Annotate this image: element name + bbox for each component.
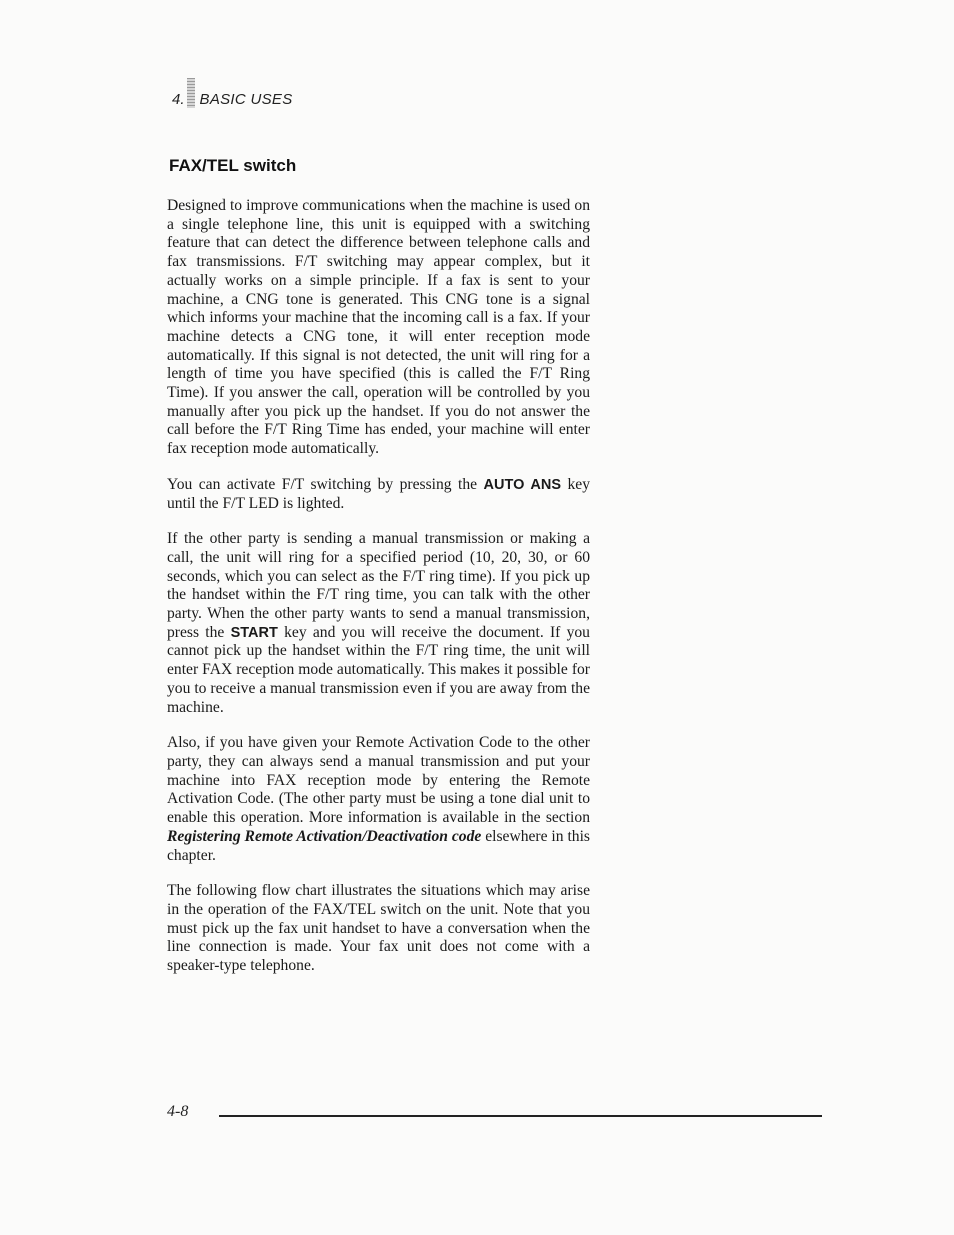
paragraph-ft-switching-intro: Designed to improve communications when the machine is used on a single telephone line, this unit is equipped with a switching feature that can detect the difference between telephone calls and fax transmissions. F/T switching may appear complex, but it actually works on a simple principle. If a fax is sent to your machine, a CNG tone is generated. This CNG tone is a signal which informs your machine that the incoming call is a fax. If your machine detects a CNG tone, it will enter reception mode automatically. If this signal is not detected, the unit will ring for a length of time you have specified (this is called the F/T Ring Time). If you answer the call, operation will be controlled by you manually after you pick up the handset. If you do not answer the call before the F/T Ring Time has ended, your machine will enter fax reception mode automatically. [167,197,590,458]
text-span: key and you will receive the document. If you cannot pick up the handset within the F/T ring time, the unit will enter FAX reception mode automatically. This makes it possible for you to receive a manual transmission even if you are away from the machine. [167,623,590,716]
auto-ans-key-label: AUTO ANS [483,476,562,493]
start-key-label: START [230,624,278,641]
paragraph-remote-activation [167,734,590,865]
footer-rule [219,1115,822,1117]
text-span: If the other party is sending a manual transmission or making a call, the unit will ring for a specified period (10, 20, 30, or 60 seconds, which you can select as the F/T ring time). If you pick up the handset within the F/T ring time, you can talk with the other party. When the other party wants to send a manual transmission, press the [167,530,590,641]
chapter-marker-bar [187,78,195,108]
text-span: elsewhere in this chapter. [167,827,590,864]
paragraph-manual-transmission [167,530,590,717]
chapter-number: 4. [172,91,185,108]
text-span: Also, if you have given your Remote Activation Code to the other party, they can always send a manual transmission and put your machine into FAX reception mode by entering the Remote Activation Code. (The other party must be using a tone dial unit to enable this operation. More information is available in the section [167,734,590,827]
text-span: key until the F/T LED is lighted. [167,475,590,512]
body-text [167,197,590,993]
chapter-header [172,76,293,108]
paragraph-flow-chart-note: The following flow chart illustrates the situations which may arise in the operation of the FAX/TEL switch on the unit. Note that you must pick up the fax unit handset to have a conversation when the line connection is made. Your fax unit does not come with a speaker-type telephone. [167,882,590,975]
section-reference: Registering Remote Activation/Deactivation code [167,827,482,845]
page-number: 4-8 [167,1103,189,1120]
text-span: You can activate F/T switching by pressing the [167,475,484,493]
section-title: FAX/TEL switch [169,156,297,175]
paragraph-activate-ft [167,476,590,513]
chapter-title: BASIC USES [199,91,293,108]
